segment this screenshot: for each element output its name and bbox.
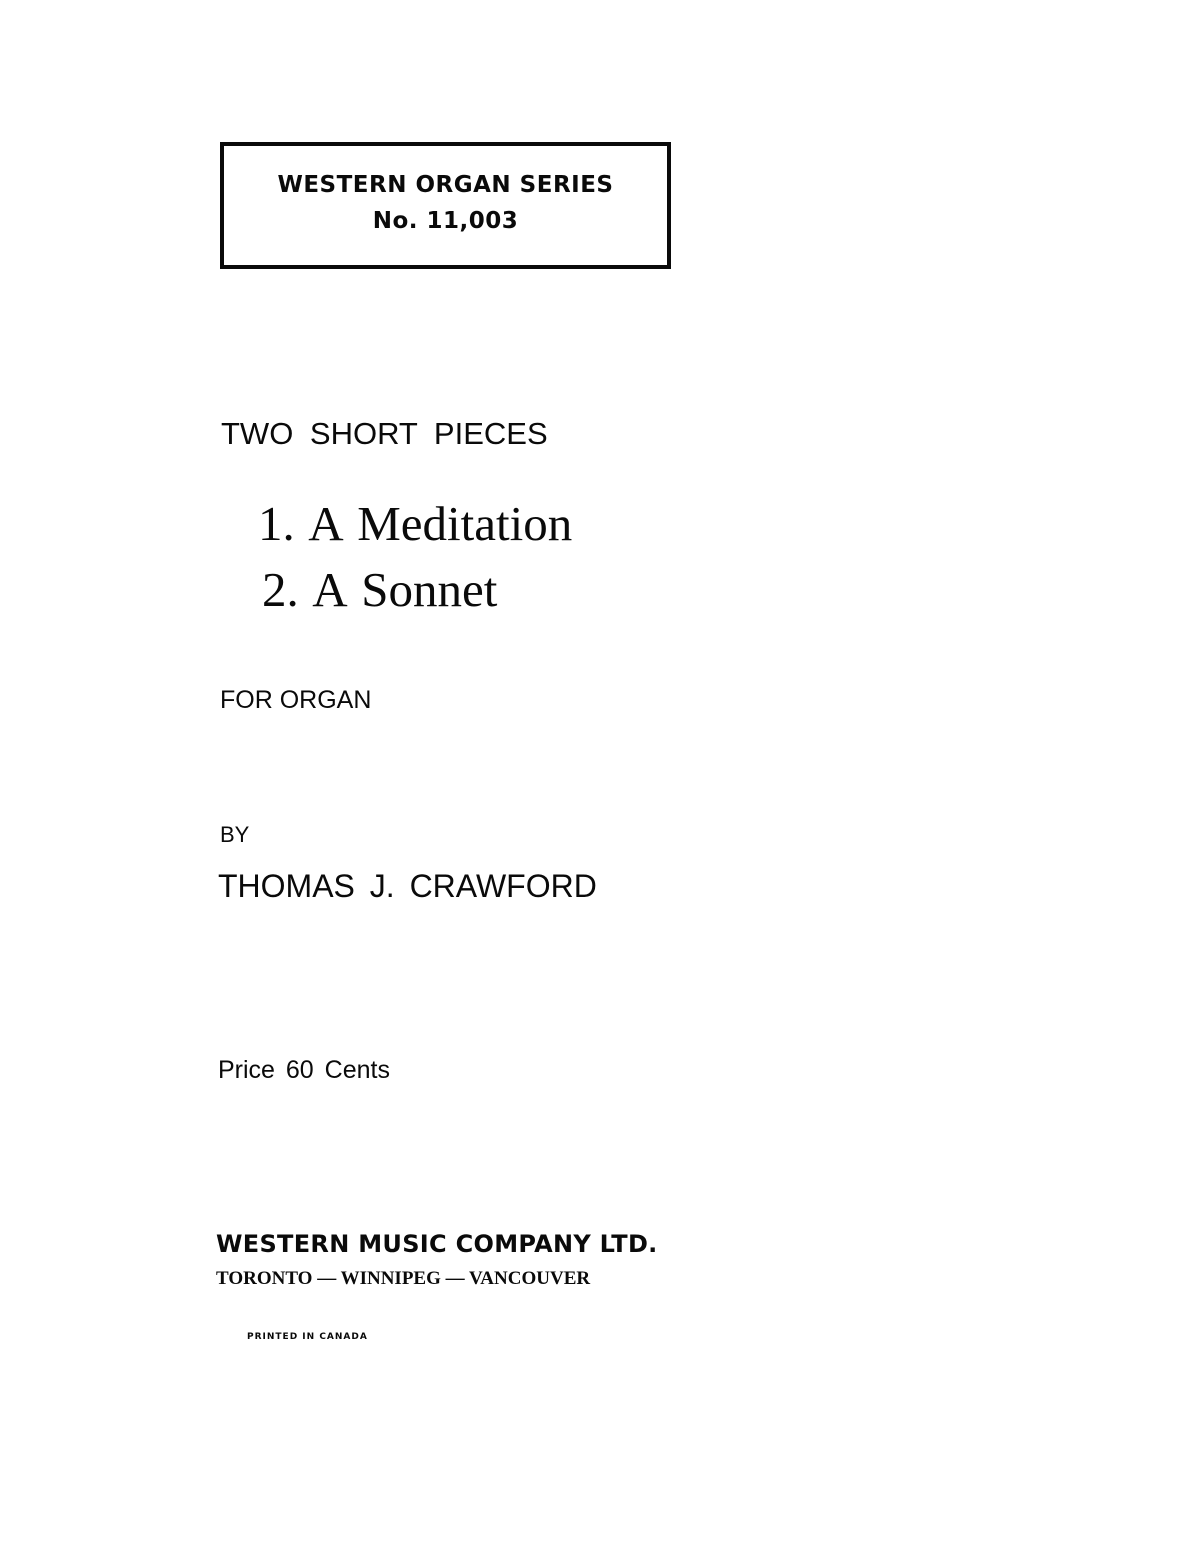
publisher-name: WESTERN MUSIC COMPANY LTD. — [216, 1230, 658, 1258]
composer-name: THOMAS J. CRAWFORD — [218, 868, 597, 904]
instrument-label: FOR ORGAN — [220, 686, 372, 714]
series-box — [220, 142, 671, 269]
collection-heading: TWO SHORT PIECES — [221, 416, 548, 451]
piece-title-1: 1. A Meditation — [258, 496, 573, 551]
piece-title-2: 2. A Sonnet — [262, 562, 498, 617]
price-label: Price 60 Cents — [218, 1056, 390, 1084]
by-label: BY — [220, 822, 250, 847]
printed-in-label: PRINTED IN CANADA — [247, 1332, 368, 1342]
series-number: No. 11,003 — [372, 208, 519, 234]
publisher-cities: TORONTO — WINNIPEG — VANCOUVER — [216, 1268, 591, 1289]
series-title: WESTERN ORGAN SERIES — [277, 172, 614, 198]
